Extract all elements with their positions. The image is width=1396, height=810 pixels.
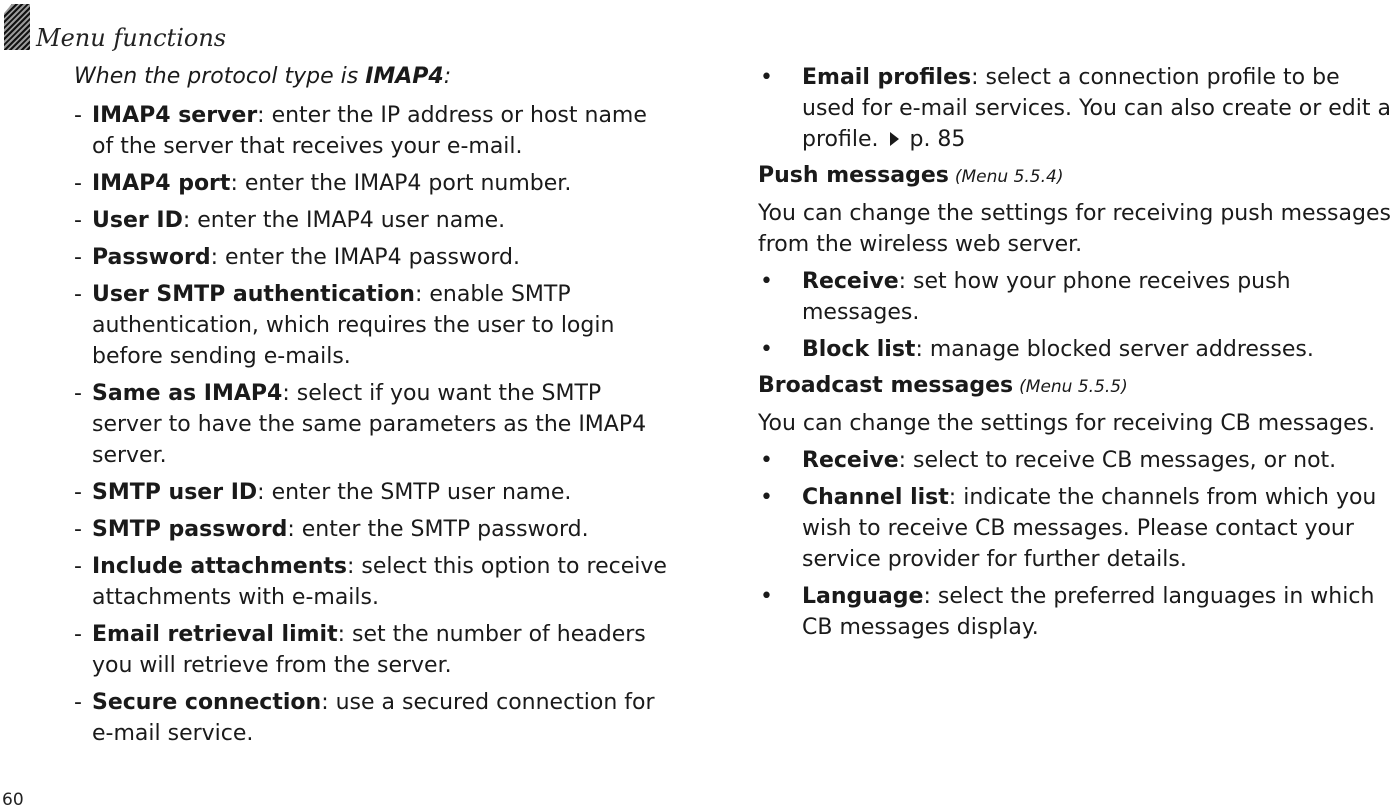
item-term: Email profiles [802,65,972,90]
item-text: : select the preferred languages in which CB messages display. [802,584,1375,640]
item-text: : enter the SMTP user name. [257,480,572,505]
item-term: Same as IMAP4 [92,381,283,406]
item-term: SMTP user ID [92,480,258,505]
dash-marker: - [74,208,82,233]
right-column [758,62,1396,649]
email-profiles-item [758,62,1396,155]
section-title-text: Push messages [758,163,949,188]
item-term: SMTP password [92,517,288,542]
list-item [74,477,674,508]
push-intro: You can change the settings for receiving push messages from the wireless web server. [758,201,1391,257]
item-text: : manage blocked server addresses. [915,337,1314,362]
left-column [74,62,674,755]
list-item [758,581,1396,643]
item-text: : select this option to receive attachments with e-mails. [92,554,667,610]
item-text: : enter the SMTP password. [287,517,589,542]
item-term: Email retrieval limit [92,622,338,647]
bullet-marker: • [760,269,773,294]
section-title-push [758,161,1396,192]
item-term: Block list [802,337,916,362]
broadcast-intro: You can change the settings for receiving CB messages. [758,411,1376,436]
lead-term: IMAP4 [365,64,444,89]
item-term: IMAP4 server [92,103,258,128]
item-text: : select a connection profile to be used for e-mail services. You can also create or edit a profile. [802,65,1391,152]
menu-reference: (Menu 5.5.4) [954,167,1064,187]
protocol-lead [74,62,674,92]
arrow-right-icon [890,132,899,146]
item-text: : select if you want the SMTP server to have the same parameters as the IMAP4 server. [92,381,647,468]
item-text: : enter the IMAP4 port number. [230,171,572,196]
list-item [74,619,674,681]
list-item [74,279,674,372]
item-term: User ID [92,208,183,233]
list-item [758,482,1396,575]
dash-marker: - [74,103,82,128]
item-text: : use a secured connection for e-mail service. [92,690,655,746]
bullet-marker: • [760,448,773,473]
dash-marker: - [74,622,82,647]
item-term: Receive [802,448,899,473]
bullet-marker: • [760,65,773,90]
list-item [74,687,674,749]
item-text: : enter the IP address or host name of the server that receives your e-mail. [92,103,647,159]
dash-marker: - [74,245,82,270]
header-title: Menu functions [36,24,227,52]
bullet-marker: • [760,485,773,510]
list-item [74,514,674,545]
page-number: 60 [2,790,24,810]
dash-marker: - [74,480,82,505]
item-term: Secure connection [92,690,322,715]
item-term: Password [92,245,211,270]
dash-marker: - [74,517,82,542]
item-text: : enable SMTP authentication, which requires the user to login before sending e-mails. [92,282,615,369]
dash-marker: - [74,690,82,715]
list-item [74,242,674,273]
list-item [74,378,674,471]
header-bar-icon [4,4,30,50]
item-term: Include attachments [92,554,347,579]
item-text: : set how your phone receives push messages. [802,269,1291,325]
item-text: : enter the IMAP4 user name. [182,208,506,233]
lead-suffix: : [443,64,452,89]
section-title-broadcast [758,371,1396,402]
dash-marker: - [74,282,82,307]
item-term: User SMTP authentication [92,282,415,307]
section-title-text: Broadcast messages [758,373,1014,398]
item-text: : enter the IMAP4 password. [210,245,521,270]
dash-marker: - [74,554,82,579]
list-item [74,168,674,199]
list-item [758,445,1396,476]
list-item [758,334,1396,365]
list-item [74,551,674,613]
page-reference: p. 85 [909,127,966,152]
menu-reference: (Menu 5.5.5) [1019,377,1128,397]
item-text: : select to receive CB messages, or not. [898,448,1337,473]
item-text: : set the number of headers you will retrieve from the server. [92,622,646,678]
item-term: Receive [802,269,899,294]
item-term: Channel list [802,485,949,510]
bullet-marker: • [760,337,773,362]
list-item [74,100,674,162]
item-text: : indicate the channels from which you wish to receive CB messages. Please contact your service provider for further details. [802,485,1377,572]
list-item [758,266,1396,328]
item-term: Language [802,584,924,609]
dash-marker: - [74,381,82,406]
bullet-marker: • [760,584,773,609]
lead-prefix: When the protocol type is [74,64,366,89]
item-term: IMAP4 port [92,171,231,196]
list-item [74,205,674,236]
dash-marker: - [74,171,82,196]
